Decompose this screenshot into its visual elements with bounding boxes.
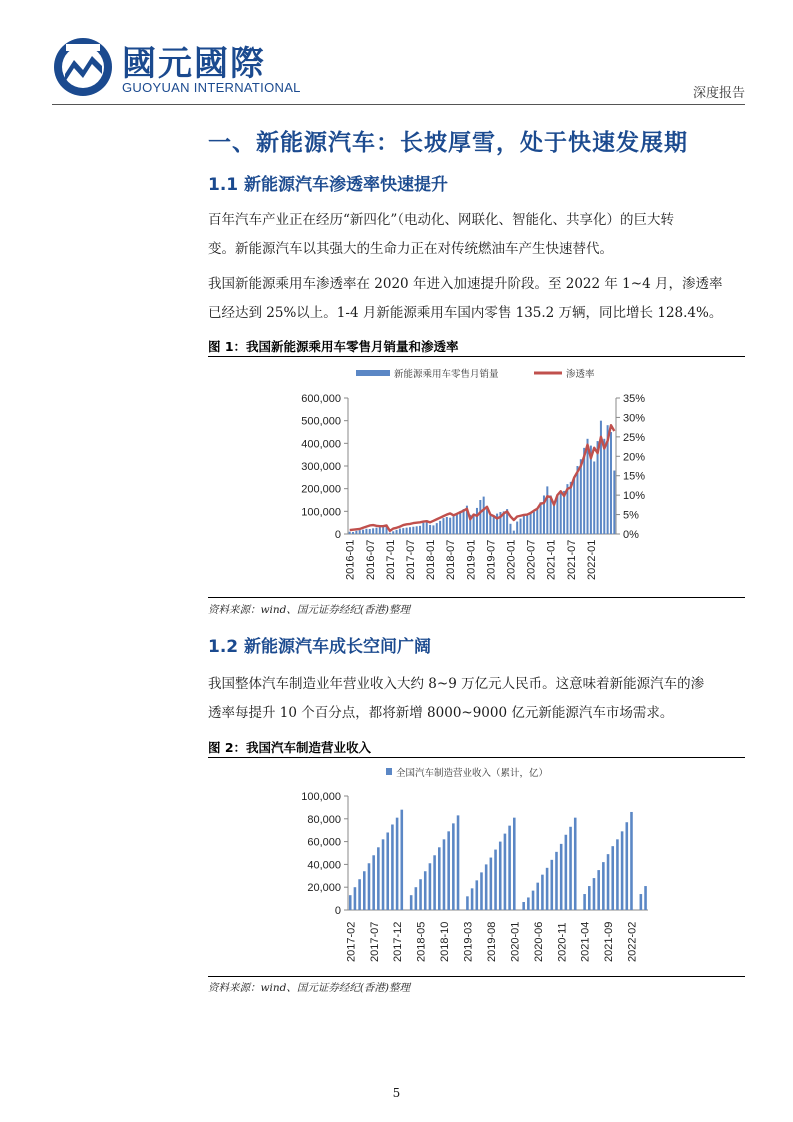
figure-2-title: 图 2：我国汽车制造营业收入 — [208, 740, 372, 755]
sales-bar — [597, 441, 599, 534]
sales-bar — [489, 515, 491, 534]
sales-bar — [442, 518, 444, 534]
sales-bar — [422, 523, 424, 534]
revenue-bar — [372, 855, 375, 910]
y-right-tick-label: 5% — [623, 509, 639, 522]
revenue-bar — [363, 871, 366, 910]
y-tick-label: 60,000 — [307, 836, 341, 849]
legend-line-label: 渗透率 — [566, 369, 595, 380]
subsection-title-1-1: 1.1 新能源汽车渗透率快速提升 — [208, 175, 449, 195]
legend-bar-label: 全国汽车制造营业收入（累计，亿） — [396, 768, 549, 779]
sales-bar — [456, 514, 458, 534]
sales-bar — [513, 531, 515, 534]
paragraph-3 — [208, 670, 748, 728]
figure-1-source: 资料来源：wind、国元证券经纪(香港)整理 — [208, 604, 411, 616]
sales-bar — [483, 497, 485, 534]
y-tick-label: 100,000 — [301, 791, 341, 803]
sales-bar — [453, 516, 455, 534]
y-tick-label: 40,000 — [307, 859, 341, 872]
revenue-bar — [536, 883, 539, 910]
sales-bar — [610, 432, 612, 534]
sales-bar — [486, 509, 488, 534]
y-left-tick-label: 200,000 — [301, 483, 341, 496]
revenue-bar — [438, 847, 441, 910]
sales-bar — [463, 509, 465, 534]
sales-bar — [523, 516, 525, 534]
sales-bar — [520, 519, 522, 534]
sales-bar — [556, 495, 558, 534]
paragraph-line: 透率每提升 10 个百分点，都将新增 8000~9000 亿元新能源汽车市场需求。 — [208, 705, 674, 721]
sales-bar — [359, 530, 361, 534]
revenue-bar — [452, 823, 455, 910]
sales-bar — [369, 529, 371, 534]
x-tick-label: 2022-01 — [585, 539, 598, 580]
figure-1-top-rule — [208, 356, 745, 357]
sales-bar — [560, 492, 562, 534]
revenue-bar — [602, 862, 605, 910]
x-tick-label: 2017-01 — [384, 539, 397, 580]
y-left-tick-label: 400,000 — [301, 438, 341, 451]
x-tick-label: 2021-09 — [603, 921, 616, 962]
revenue-bar — [640, 894, 643, 910]
sales-bar — [412, 527, 414, 534]
revenue-bar — [377, 847, 380, 910]
guoyuan-logo-icon — [52, 36, 114, 98]
revenue-bar — [476, 880, 479, 910]
y-tick-label: 0 — [334, 905, 341, 917]
revenue-bar — [466, 896, 469, 910]
x-tick-label: 2017-07 — [404, 539, 417, 580]
x-tick-label: 2019-08 — [485, 921, 498, 962]
figure-2-source: 资料来源：wind、国元证券经纪(香港)整理 — [208, 982, 411, 994]
sales-bar — [473, 516, 475, 534]
sales-bar — [540, 502, 542, 534]
paragraph-2 — [208, 270, 748, 328]
revenue-bar — [499, 842, 502, 910]
y-right-tick-label: 15% — [623, 470, 646, 483]
sales-bar — [509, 524, 511, 534]
paragraph-1 — [208, 206, 748, 264]
sales-bar — [593, 461, 595, 534]
revenue-bar — [597, 870, 600, 910]
sales-bar — [603, 439, 605, 534]
paragraph-line: 我国整体汽车制造业年营业收入大约 8~9 万亿元人民币。这意味着新能源汽车的渗 — [208, 676, 705, 692]
revenue-bar — [391, 825, 394, 911]
revenue-bar — [508, 826, 511, 910]
revenue-bar — [354, 887, 357, 910]
sales-bar — [587, 439, 589, 534]
sales-bar — [419, 526, 421, 534]
brand-name-cn: 國元國際 — [122, 44, 266, 84]
figure-1-bottom-rule — [208, 597, 745, 598]
sales-bar — [432, 525, 434, 534]
header-divider — [52, 104, 745, 105]
x-tick-label: 2017-02 — [345, 921, 358, 962]
sales-bar — [449, 518, 451, 534]
sales-bar — [379, 527, 381, 534]
revenue-bar — [386, 832, 389, 910]
revenue-bar — [443, 839, 446, 910]
revenue-bar — [410, 895, 413, 910]
sales-bar — [530, 513, 532, 534]
sales-bar — [526, 514, 528, 534]
revenue-bar — [546, 868, 549, 910]
revenue-bar — [522, 902, 525, 910]
sales-bar — [446, 517, 448, 534]
sales-bar — [416, 526, 418, 534]
revenue-bar — [415, 887, 418, 910]
sales-bar — [372, 528, 374, 534]
y-left-tick-label: 100,000 — [301, 506, 341, 519]
y-right-tick-label: 0% — [623, 529, 639, 541]
revenue-bar — [574, 818, 577, 910]
revenue-bar — [368, 863, 371, 910]
sales-bar — [613, 471, 615, 534]
x-tick-label: 2017-12 — [392, 921, 405, 962]
sales-bar — [355, 531, 357, 534]
y-right-tick-label: 35% — [623, 393, 646, 405]
revenue-bar — [583, 894, 586, 910]
y-left-tick-label: 500,000 — [301, 415, 341, 428]
sales-bar — [546, 486, 548, 534]
x-tick-label: 2021-04 — [579, 921, 592, 962]
sales-bar — [406, 528, 408, 534]
chart-ev-sales-penetration — [208, 360, 745, 596]
figure-1-title: 图 1：我国新能源乘用车零售月销量和渗透率 — [208, 339, 459, 354]
y-tick-label: 20,000 — [307, 882, 341, 895]
revenue-bar — [541, 875, 544, 910]
x-tick-label: 2020-07 — [525, 539, 538, 580]
x-tick-label: 2020-11 — [556, 922, 569, 962]
x-tick-label: 2018-01 — [425, 539, 438, 580]
y-right-tick-label: 10% — [623, 490, 646, 503]
x-tick-label: 2016-07 — [364, 539, 377, 580]
paragraph-line: 百年汽车产业正在经历“新四化”（电动化、网联化、智能化、共享化）的巨大转 — [208, 212, 675, 228]
revenue-bar — [485, 864, 488, 910]
x-tick-label: 2018-10 — [439, 921, 452, 962]
revenue-bar — [429, 863, 432, 910]
paragraph-line: 变。新能源汽车以其强大的生命力正在对传统燃油车产生快速替代。 — [208, 241, 613, 257]
page-number: 5 — [392, 1086, 401, 1100]
sales-bar — [439, 521, 441, 534]
revenue-bar — [588, 886, 591, 910]
revenue-bar — [626, 822, 629, 910]
sales-bar — [576, 466, 578, 534]
sales-bar — [389, 533, 391, 534]
revenue-bar — [447, 831, 450, 910]
x-tick-label: 2020-01 — [509, 921, 522, 962]
x-tick-label: 2021-07 — [565, 539, 578, 580]
y-left-tick-label: 300,000 — [301, 461, 341, 473]
y-right-tick-label: 20% — [623, 451, 646, 464]
sales-bar — [436, 523, 438, 534]
x-tick-label: 2019-01 — [465, 539, 478, 580]
revenue-bar — [504, 834, 507, 910]
sales-bar — [402, 528, 404, 534]
y-tick-label: 80,000 — [307, 813, 341, 826]
revenue-bar — [630, 812, 633, 910]
subsection-title-1-2: 1.2 新能源汽车成长空间广阔 — [208, 637, 432, 657]
revenue-bar — [382, 839, 385, 910]
revenue-bar — [555, 852, 558, 910]
revenue-bar — [349, 895, 352, 910]
report-type-label: 深度报告 — [692, 86, 745, 101]
revenue-bar — [490, 858, 493, 910]
sales-bar — [429, 525, 431, 534]
revenue-bar — [532, 891, 535, 910]
revenue-bar — [607, 854, 610, 910]
paragraph-line: 我国新能源乘用车渗透率在 2020 年进入加速提升阶段。至 2022 年 1~4 月，渗透率 — [208, 276, 723, 292]
sales-bar — [533, 512, 535, 534]
sales-bar — [573, 477, 575, 534]
sales-bar — [392, 531, 394, 534]
x-tick-label: 2020-01 — [505, 539, 518, 580]
sales-bar — [459, 511, 461, 534]
sales-bar — [375, 528, 377, 534]
sales-bar — [476, 508, 478, 534]
revenue-bar — [419, 879, 422, 910]
revenue-bar — [616, 839, 619, 910]
sales-bar — [570, 482, 572, 534]
revenue-bar — [593, 878, 596, 910]
sales-bar — [365, 529, 367, 534]
y-right-tick-label: 30% — [623, 412, 646, 425]
revenue-bar — [611, 846, 614, 910]
sales-bar — [493, 516, 495, 534]
x-tick-label: 2021-01 — [545, 539, 558, 580]
sales-bar — [362, 530, 364, 534]
brand-name-en: GUOYUAN INTERNATIONAL — [122, 80, 301, 95]
x-tick-label: 2018-07 — [445, 539, 458, 580]
revenue-bar — [551, 860, 554, 910]
sales-bar — [396, 530, 398, 534]
revenue-bar — [480, 872, 483, 910]
figure-2-bottom-rule — [208, 976, 745, 977]
sales-bar — [516, 522, 518, 534]
revenue-bar — [513, 818, 516, 910]
section-title: 一、新能源汽车：长坡厚雪，处于快速发展期 — [208, 130, 688, 156]
sales-bar — [563, 491, 565, 534]
paragraph-line: 已经达到 25%以上。1-4 月新能源乘用车国内零售 135.2 万辆，同比增长 128.4%。 — [208, 305, 723, 321]
revenue-bar — [457, 815, 460, 910]
x-tick-label: 2019-03 — [462, 921, 475, 962]
x-tick-label: 2019-07 — [485, 539, 498, 580]
sales-bar — [479, 500, 481, 534]
sales-bar — [409, 527, 411, 534]
sales-bar — [553, 506, 555, 534]
sales-bar — [349, 532, 351, 534]
sales-bar — [352, 532, 354, 534]
revenue-bar — [527, 897, 530, 910]
x-tick-label: 2017-07 — [368, 921, 381, 962]
revenue-bar — [401, 810, 404, 910]
revenue-bar — [396, 818, 399, 910]
y-right-tick-label: 25% — [623, 431, 646, 444]
legend-bar-swatch — [386, 768, 392, 775]
x-tick-label: 2020-06 — [532, 921, 545, 962]
revenue-bar — [565, 835, 568, 910]
x-tick-label: 2016-01 — [344, 539, 357, 580]
y-left-tick-label: 0 — [334, 529, 341, 541]
y-left-tick-label: 600,000 — [301, 393, 341, 405]
revenue-bar — [560, 844, 563, 910]
revenue-bar — [424, 871, 427, 910]
legend-bar-swatch — [356, 370, 390, 376]
legend-bar-label: 新能源乘用车零售月销量 — [394, 369, 499, 380]
revenue-bar — [569, 827, 572, 910]
revenue-bar — [358, 879, 361, 910]
sales-bar — [536, 509, 538, 534]
revenue-bar — [471, 888, 474, 910]
chart-auto-revenue — [208, 760, 745, 975]
figure-2-top-rule — [208, 757, 745, 758]
revenue-bar — [644, 886, 647, 910]
revenue-bar — [494, 850, 497, 910]
sales-bar — [580, 459, 582, 534]
x-tick-label: 2018-05 — [415, 921, 428, 962]
x-tick-label: 2022-02 — [626, 921, 639, 962]
revenue-bar — [433, 855, 436, 910]
revenue-bar — [621, 831, 624, 910]
sales-bar — [399, 529, 401, 534]
